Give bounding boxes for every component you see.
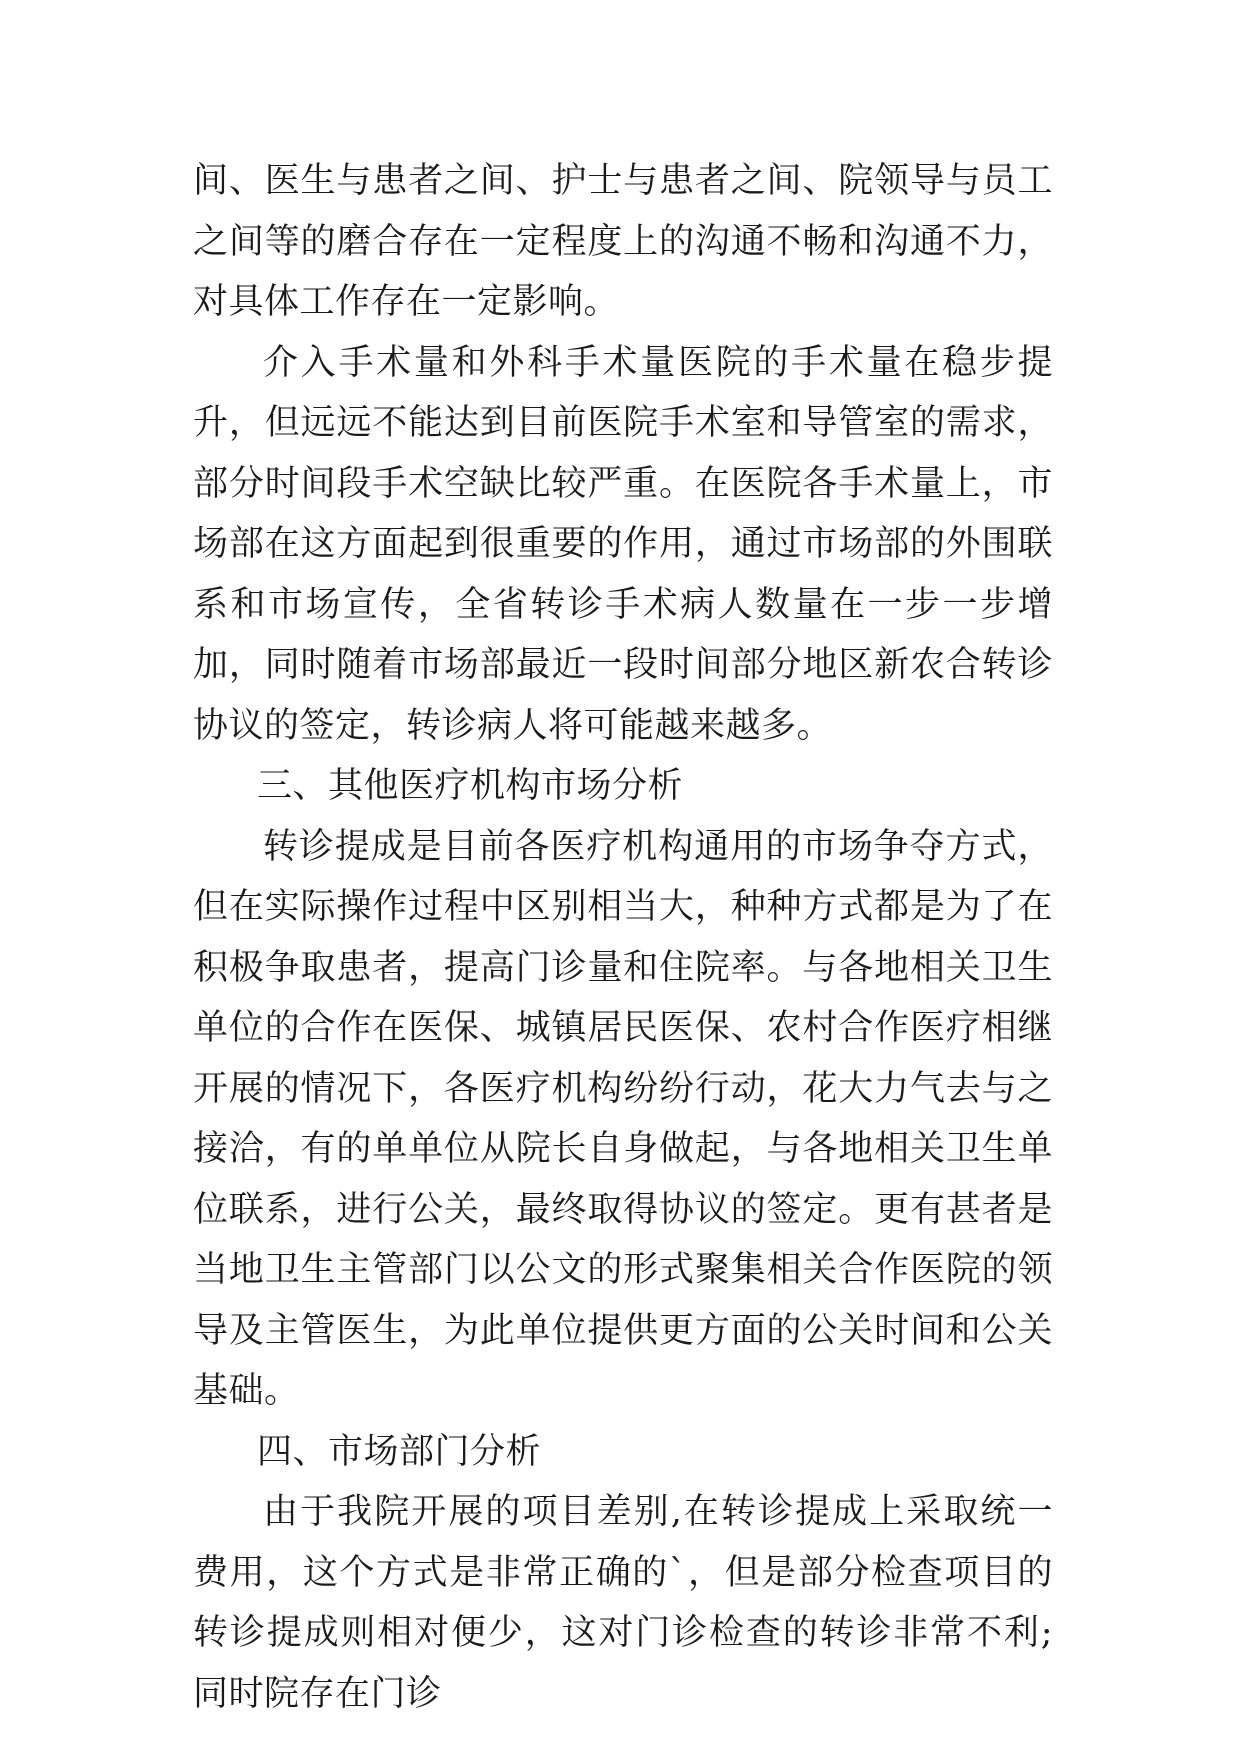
paragraph-market-department: 由于我院开展的项目差别,在转诊提成上采取统一费用，这个方式是非常正确的`，但是部分检查项目的转诊提成则相对便少，这对门诊检查的转诊非常不利;同时院存在门诊 — [193, 1492, 1053, 1714]
paragraph-other-institutions: 转诊提成是目前各医疗机构通用的市场争夺方式，但在实际操作过程中区别相当大，种种方式都是为了在积极争取患者，提高门诊量和住院率。与各地相关卫生单位的合作在医保、城镇居民医保、农村合作医疗相继开展的情况下，各医疗机构纷纷行动，花大力气去与之接洽，有的单单位从院长自身做起，与各地相关卫生单位联系，进行公关，最终取得协议的签定。更有甚者是当地卫生主管部门以公文的形式聚集相关合作医院的领导及主管医生，为此单位提供更方面的公关时间和公关基础。 — [193, 826, 1053, 1411]
document-body — [193, 151, 1053, 1724]
paragraph-surgery-volume: 介入手术量和外科手术量医院的手术量在稳步提升，但远远不能达到目前医院手术室和导管室的需求，部分时间段手术空缺比较严重。在医院各手术量上，市场部在这方面起到很重要的作用，通过市场部的外围联系和市场宣传，全省转诊手术病人数量在一步一步增加，同时随着市场部最近一段时间部分地区新农合转诊协议的签定，转诊病人将可能越来越多。 — [193, 342, 1053, 746]
section-heading-3: 三、其他医疗机构市场分析 — [257, 766, 684, 806]
section-heading-4: 四、市场部门分析 — [257, 1431, 542, 1472]
paragraph-continuation: 间、医生与患者之间、护士与患者之间、院领导与员工之间等的磨合存在一定程度上的沟通不畅和沟通不力，对具体工作存在一定影响。 — [193, 161, 1053, 322]
